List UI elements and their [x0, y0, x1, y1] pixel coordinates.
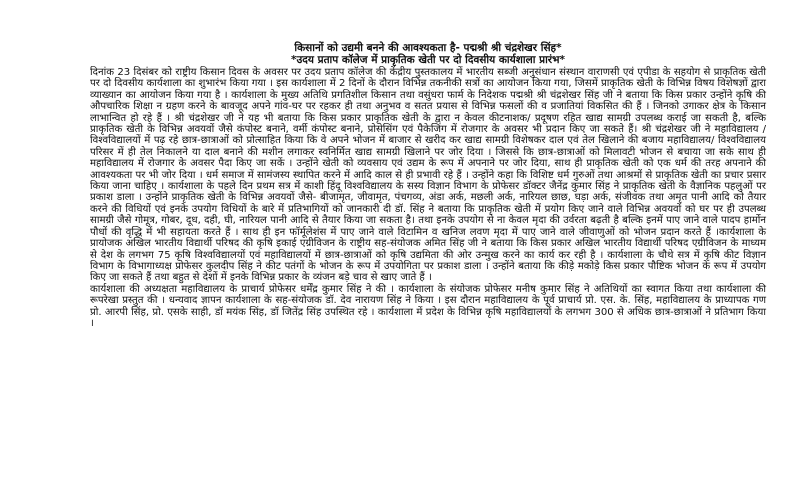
article-subheadline: *उदय प्रताप कॉलेज में प्राकृतिक खेती पर दो दिवसीय कार्यशाला प्रारंभ*	[291, 54, 565, 66]
article-paragraph-2: कार्यशाला की अध्यक्षता महाविद्यालय के प्राचार्य प्रोफेसर धर्मेंद्र कुमार सिंह ने की । कार्यशाला के संयोजक प्रोफेसर मनीष कुमार सिंह ने अतिथियों का स्वागत किया तथा कार्यशाला की रूपरेखा प्रस्तुत की । धन्यवाद ज्ञापन कार्यशाला के सह-संयोजक डॉ. देव नारायण सिंह ने किया । इस दौरान महाविद्यालय के पूर्व प्राचार्य प्रो. एस. के. सिंह, महाविद्यालय के प्राध्यापक गण प्रो. आरपी सिंह, प्रो. एसके साही, डॉ मयंक सिंह, डॉ जितेंद्र सिंह उपस्थित रहे । कार्यशाला में प्रदेश के विभिन्न कृषि महाविद्यालयों के लगभग 300 से अधिक छात्र-छात्राओं ने प्रतिभाग किया ।	[90, 283, 766, 329]
article-headline: किसानों को उद्यमी बनने की आवश्यकता है- पद्मश्री श्री चंद्रशेखर सिंह*	[294, 42, 562, 54]
article-paragraph-1: दिनांक 23 दिसंबर को राष्ट्रीय किसान दिवस के अवसर पर उदय प्रताप कॉलेज की केंद्रीय पुस्तकालय में भारतीय सब्जी अनुसंधान संस्थान वाराणसी एवं एपीडा के सहयोग से प्राकृतिक खेती पर दो दिवसीय कार्यशाला का शुभारंभ किया गया । इस कार्यशाला में 2 दिनों के दौरान विभिन्न तकनीकी सत्रों का आयोजन किया गया, जिसमें प्राकृतिक खेती के विभिन्न विषय विशेषज्ञों द्वारा व्याख्यान का आयोजन किया गया है । कार्यशाला के मुख्य अतिथि प्रगतिशील किसान तथा वसुंधरा फार्म के निदेशक पद्मश्री श्री चंद्रशेखर सिंह जी ने बताया कि किस प्रकार उन्होंने कृषि की औपचारिक शिक्षा न ग्रहण करने के बावजूद अपने गांव-घर पर रहकर ही तथा अनुभव व सतत प्रयास से विभिन्न फसलों की व प्रजातियां विकसित की हैं । जिनको उगाकर क्षेत्र के किसान लाभान्वित हो रहे हैं । श्री चंद्रशेखर जी ने यह भी बताया कि किस प्रकार प्राकृतिक खेती के द्वारा न केवल कीटनाशक/ प्रदूषण रहित खाद्य सामग्री उपलब्ध कराई जा सकती है, बल्कि प्राकृतिक खेती के विभिन्न अवयवों जैसे कंपोस्ट बनाने, वर्मी कंपोस्ट बनाने, प्रोसेसिंग एवं पैकेजिंग में रोजगार के अवसर भी प्रदान किए जा सकते हैं। श्री चंद्रशेखर जी ने महाविद्यालय /विश्वविद्यालयों में पढ़ रहे छात्र-छात्राओं को प्रोत्साहित किया कि वे अपने भोजन में बाजार से खरीद कर खाद्य सामग्री विशेषकर दाल एवं तेल खिलाने की बजाय महाविद्यालय/ विश्वविद्यालय परिसर में ही तेल निकालने या दाल बनाने की मशीन लगाकर स्वनिर्मित खाद्य सामग्री खिलाने पर जोर दिया । जिससे कि छात्र-छात्राओं को मिलावटी भोजन से बचाया जा सके साथ ही महाविद्यालय में रोजगार के अवसर पैदा किए जा सकें । उन्होंने खेती को व्यवसाय एवं उद्यम के रूप में अपनाने पर जोर दिया, साथ ही प्राकृतिक खेती को एक धर्म की तरह अपनाने की आवश्यकता पर भी जोर दिया । धर्म समाज में सामंजस्य स्थापित करने में आदि काल से ही प्रभावी रहे हैं । उन्होंने कहा कि विशिष्ट धर्म गुरुओं तथा आश्रमों से प्राकृतिक खेती का प्रचार प्रसार किया जाना चाहिए । कार्यशाला के पहले दिन प्रथम सत्र में काशी हिंदू विश्वविद्यालय के सस्य विज्ञान विभाग के प्रोफेसर डॉक्टर जैनेंद्र कुमार सिंह ने प्राकृतिक खेती के वैज्ञानिक पहलुओं पर प्रकाश डाला । उन्होंने प्राकृतिक खेती के विभिन्न अवयवों जैसे- बीजामृत, जीवामृत, पंचगव्य, अंडा अर्क, मछली अर्क, नारियल छाछ, घड़ा अर्क, संजीवक तथा अमृत पानी आदि को तैयार करने की विधियों एवं इनके उपयोग विधियों के बारे में प्रतिभागियों को जानकारी दी डॉ. सिंह ने बताया कि प्राकृतिक खेती में प्रयोग किए जाने वाले विभिन्न अवयवों को घर पर ही उपलब्ध सामग्री जैसे गोमूत्र, गोबर, दूध, दही, घी, नारियल पानी आदि से तैयार किया जा सकता है। तथा इनके उपयोग से ना केवल मृदा की उर्वरता बढ़ती है बल्कि इनमें पाए जाने वाले पादप हार्मोन पौधों की वृद्धि में भी सहायता करते हैं । साथ ही इन फॉर्मूलेशंस में पाए जाने वाले विटामिन व खनिज लवण मृदा में पाए जाने वाले जीवाणुओं को भोजन प्रदान करते हैं ।कार्यशाला के प्रायोजक अखिल भारतीय विद्यार्थी परिषद की कृषि इकाई एग्रीविजन के राष्ट्रीय सह-संयोजक अमित सिंह जी ने बताया कि किस प्रकार अखिल भारतीय विद्यार्थी परिषद एग्रीविजन के माध्यम से देश के लगभग 75 कृषि विश्वविद्यालयों एवं महाविद्यालयों में छात्र-छात्राओं को कृषि उद्यमिता की ओर उन्मुख करने का कार्य कर रही है । कार्यशाला के चौथे सत्र में कृषि कीट विज्ञान विभाग के विभागाध्यक्ष प्रोफेसर कुलदीप सिंह ने कीट पतंगों के भोजन के रूप में उपयोगिता पर प्रकाश डाला । उन्होंने बताया कि कीड़े मकोड़े किस प्रकार पौष्टिक भोजन के रूप में उपयोग किए जा सकते हैं तथा बहुत से देशों में इनके विभिन्न प्रकार के व्यंजन बड़े चाव से खाए जाते हैं ।	[90, 67, 766, 284]
